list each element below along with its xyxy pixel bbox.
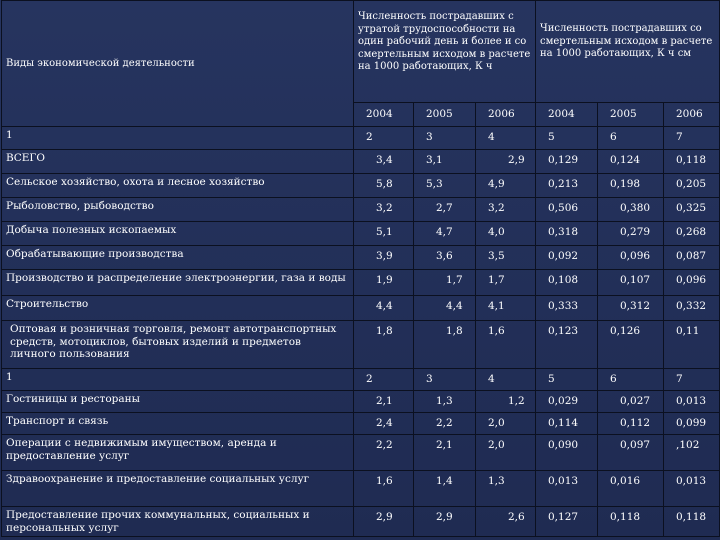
value-cell: 2,4 [354,413,414,435]
group2-header: Численность пострадавших со смертельным исходом в расчете на 1000 работающих, К ч см [536,1,720,103]
value-cell: 2,1 [414,435,476,471]
value-cell: 1,6 [354,471,414,507]
value-cell: 0,123 [536,321,598,369]
value-cell: 0,198 [598,174,664,198]
value-cell: 0,118 [598,507,664,537]
row-label: Оптовая и розничная торговля, ремонт автотранспортных средств, мотоциклов, бытовых изделий и предметов личного пользования [2,321,354,369]
value-cell: 1,7 [414,270,476,296]
table-row [2,246,720,270]
activity-column-header: Виды экономической деятельности [2,1,354,127]
value-cell: 5,3 [414,174,476,198]
value-cell: 0,11 [664,321,720,369]
value-cell: 4,4 [354,296,414,321]
group1-header: Численность пострадавших с утратой трудоспособности на один рабочий день и более и со смертельным исходом в расчете на 1000 работающих, К ч [354,1,536,103]
value-cell: 2,0 [476,435,536,471]
table-row [2,222,720,246]
value-cell: 1,8 [414,321,476,369]
table-row [2,507,720,537]
value-cell: 2,9 [476,150,536,174]
table-row [2,174,720,198]
value-cell: 4,7 [414,222,476,246]
value-cell: 0,126 [598,321,664,369]
value-cell: 0,107 [598,270,664,296]
value-cell: 5,8 [354,174,414,198]
value-cell: 0,112 [598,413,664,435]
value-cell: 0,029 [536,391,598,413]
value-cell: 1,8 [354,321,414,369]
value-cell: 3,1 [414,150,476,174]
value-cell: 0,016 [598,471,664,507]
value-cell: 2,9 [354,507,414,537]
injury-statistics-table [1,0,720,537]
value-cell: 3,2 [476,198,536,222]
value-cell: 0,332 [664,296,720,321]
row-label: Обрабатывающие производства [2,246,354,270]
value-cell: 0,268 [664,222,720,246]
value-cell: 0,118 [664,507,720,537]
value-cell: 0,013 [664,391,720,413]
value-cell: 0,090 [536,435,598,471]
year-cell: 2004 [536,103,598,127]
value-cell: 3,2 [354,198,414,222]
value-cell: 4 [476,369,536,391]
value-cell: 0,114 [536,413,598,435]
value-cell: 0,092 [536,246,598,270]
value-cell: 6 [598,369,664,391]
value-cell: 2,6 [476,507,536,537]
value-cell: 0,099 [664,413,720,435]
value-cell: 1,2 [476,391,536,413]
year-cell: 2005 [598,103,664,127]
value-cell: 2,2 [354,435,414,471]
value-cell: 3,5 [476,246,536,270]
row-label: ВСЕГО [2,150,354,174]
value-cell: 1,7 [476,270,536,296]
value-cell: 4,1 [476,296,536,321]
value-cell: 0,013 [664,471,720,507]
value-cell: 0,129 [536,150,598,174]
value-cell: 4,9 [476,174,536,198]
value-cell: 3,4 [354,150,414,174]
year-cell: 2005 [414,103,476,127]
value-cell: 0,124 [598,150,664,174]
value-cell: 0,127 [536,507,598,537]
table-row [2,296,720,321]
value-cell: 5,1 [354,222,414,246]
value-cell: 3 [414,369,476,391]
value-cell: 4 [476,127,536,150]
value-cell: 0,318 [536,222,598,246]
table-row [2,150,720,174]
value-cell: 1,9 [354,270,414,296]
value-cell: 1,3 [414,391,476,413]
value-cell: 5 [536,369,598,391]
value-cell: 0,325 [664,198,720,222]
row-label: Предоставление прочих коммунальных, социальных и персональных услуг [2,507,354,537]
table-row [2,391,720,413]
row-label: Здравоохранение и предоставление социальных услуг [2,471,354,507]
value-cell: 0,205 [664,174,720,198]
value-cell: ,102 [664,435,720,471]
value-cell: 2 [354,369,414,391]
table-row [2,435,720,471]
value-cell: 3,9 [354,246,414,270]
row-label: 1 [2,369,354,391]
value-cell: 0,013 [536,471,598,507]
header-row [2,1,720,103]
value-cell: 2,1 [354,391,414,413]
row-label: Добыча полезных ископаемых [2,222,354,246]
value-cell: 0,097 [598,435,664,471]
value-cell: 2 [354,127,414,150]
row-label: Гостиницы и рестораны [2,391,354,413]
value-cell: 0,096 [598,246,664,270]
table-row [2,413,720,435]
table-row [2,270,720,296]
value-cell: 0,333 [536,296,598,321]
value-cell: 1,4 [414,471,476,507]
value-cell: 5 [536,127,598,150]
value-cell: 3 [414,127,476,150]
value-cell: 0,380 [598,198,664,222]
value-cell: 0,213 [536,174,598,198]
value-cell: 6 [598,127,664,150]
value-cell: 0,279 [598,222,664,246]
table-row [2,198,720,222]
value-cell: 1,6 [476,321,536,369]
value-cell: 2,7 [414,198,476,222]
value-cell: 3,6 [414,246,476,270]
value-cell: 0,027 [598,391,664,413]
value-cell: 7 [664,127,720,150]
value-cell: 1,3 [476,471,536,507]
value-cell: 0,506 [536,198,598,222]
value-cell: 2,0 [476,413,536,435]
row-label: 1 [2,127,354,150]
year-cell: 2006 [476,103,536,127]
row-label: Рыболовство, рыбоводство [2,198,354,222]
value-cell: 0,108 [536,270,598,296]
year-cell: 2004 [354,103,414,127]
row-label: Сельское хозяйство, охота и лесное хозяйство [2,174,354,198]
table-row [2,127,720,150]
value-cell: 2,9 [414,507,476,537]
value-cell: 7 [664,369,720,391]
value-cell: 0,096 [664,270,720,296]
row-label: Строительство [2,296,354,321]
value-cell: 0,087 [664,246,720,270]
value-cell: 4,0 [476,222,536,246]
row-label: Транспорт и связь [2,413,354,435]
value-cell: 0,118 [664,150,720,174]
row-label: Операции с недвижимым имуществом, аренда и предоставление услуг [2,435,354,471]
value-cell: 2,2 [414,413,476,435]
table-row [2,321,720,369]
table-row [2,369,720,391]
table-row [2,471,720,507]
value-cell: 0,312 [598,296,664,321]
year-cell: 2006 [664,103,720,127]
row-label: Производство и распределение электроэнергии, газа и воды [2,270,354,296]
value-cell: 4,4 [414,296,476,321]
